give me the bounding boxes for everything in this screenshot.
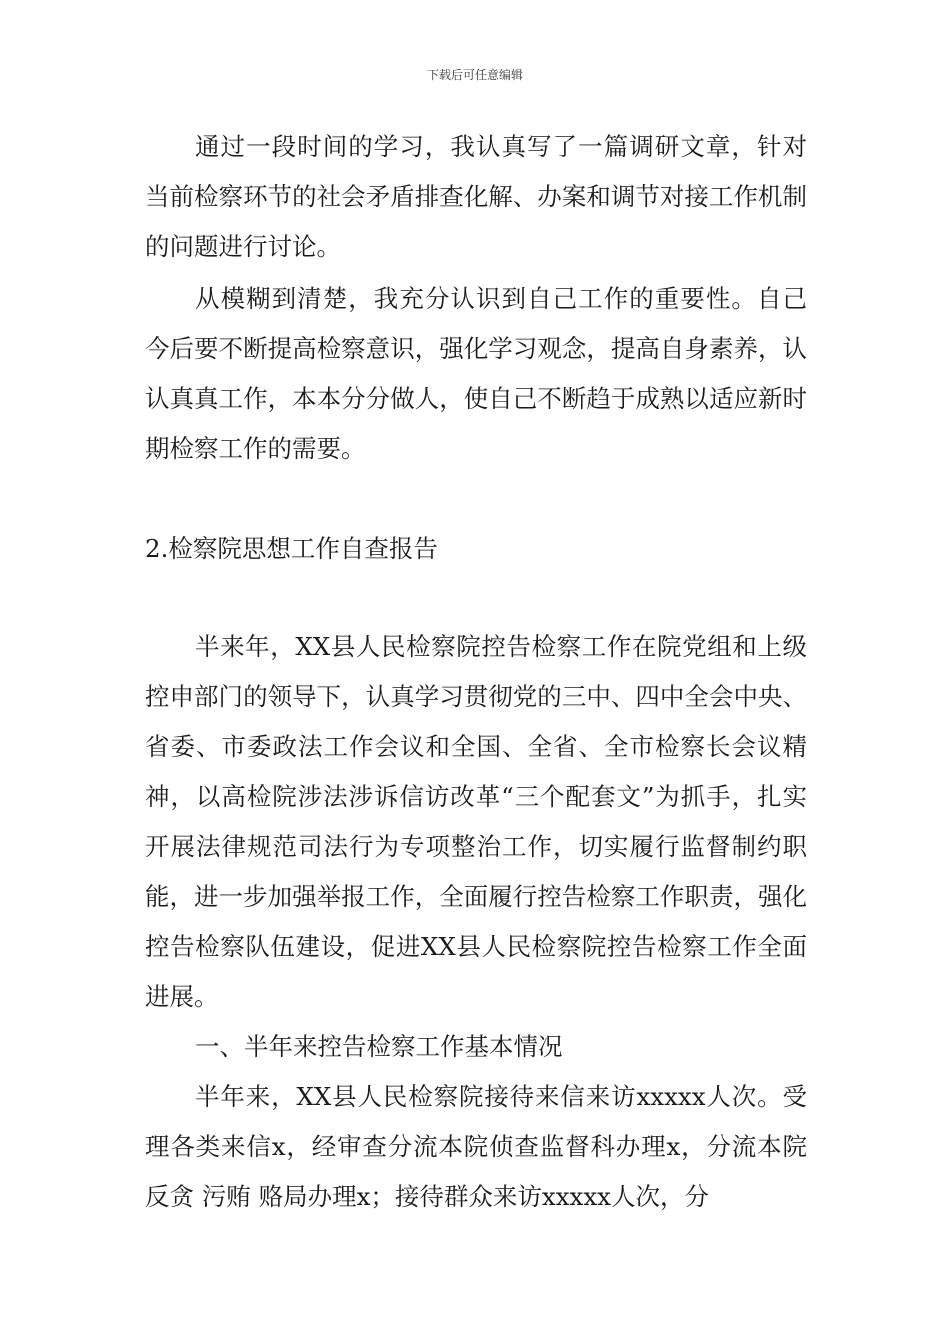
paragraph-understanding: 从模糊到清楚，我充分认识到自己工作的重要性。自己今后要不断提高检察意识，强化学习观念，提高自身素养，认认真真工作，本本分分做人，使自己不断趋于成熟以适应新时期检察工作的需要。 <box>145 284 807 463</box>
paragraph-situation: 半年来，XX县人民检察院接待来信来访xxxxx人次。受理各类来信x，经审查分流本院侦查监督科办理x，分流本院反贪 污贿 赂局办理x；接待群众来访xxxxx人次，分 <box>145 1082 807 1211</box>
paragraph-study: 通过一段时间的学习，我认真写了一篇调研文章，针对当前检察环节的社会矛盾排查化解、办案和调节对接工作机制的问题进行讨论。 <box>145 132 807 261</box>
header-note: 下载后可任意编辑 <box>426 68 523 82</box>
paragraph-report-intro: 半来年，XX县人民检察院控告检察工作在院党组和上级控申部门的领导下，认真学习贯彻党的三中、四中全会中央、省委、市委政法工作会议和全国、全省、全市检察长会议精神，以高检院涉法涉诉信访改革“三个配套文”为抓手，扎实开展法律规范司法行为专项整治工作，切实履行监督制约职能，进一步加强举报工作，全面履行控告检察工作职责，强化控告检察队伍建设，促进XX县人民检察院控告检察工作全面进展。 <box>145 632 807 1011</box>
section-heading: 2.检察院思想工作自查报告 <box>145 534 438 563</box>
subsection-heading: 一、半年来控告检察工作基本情况 <box>195 1032 563 1061</box>
